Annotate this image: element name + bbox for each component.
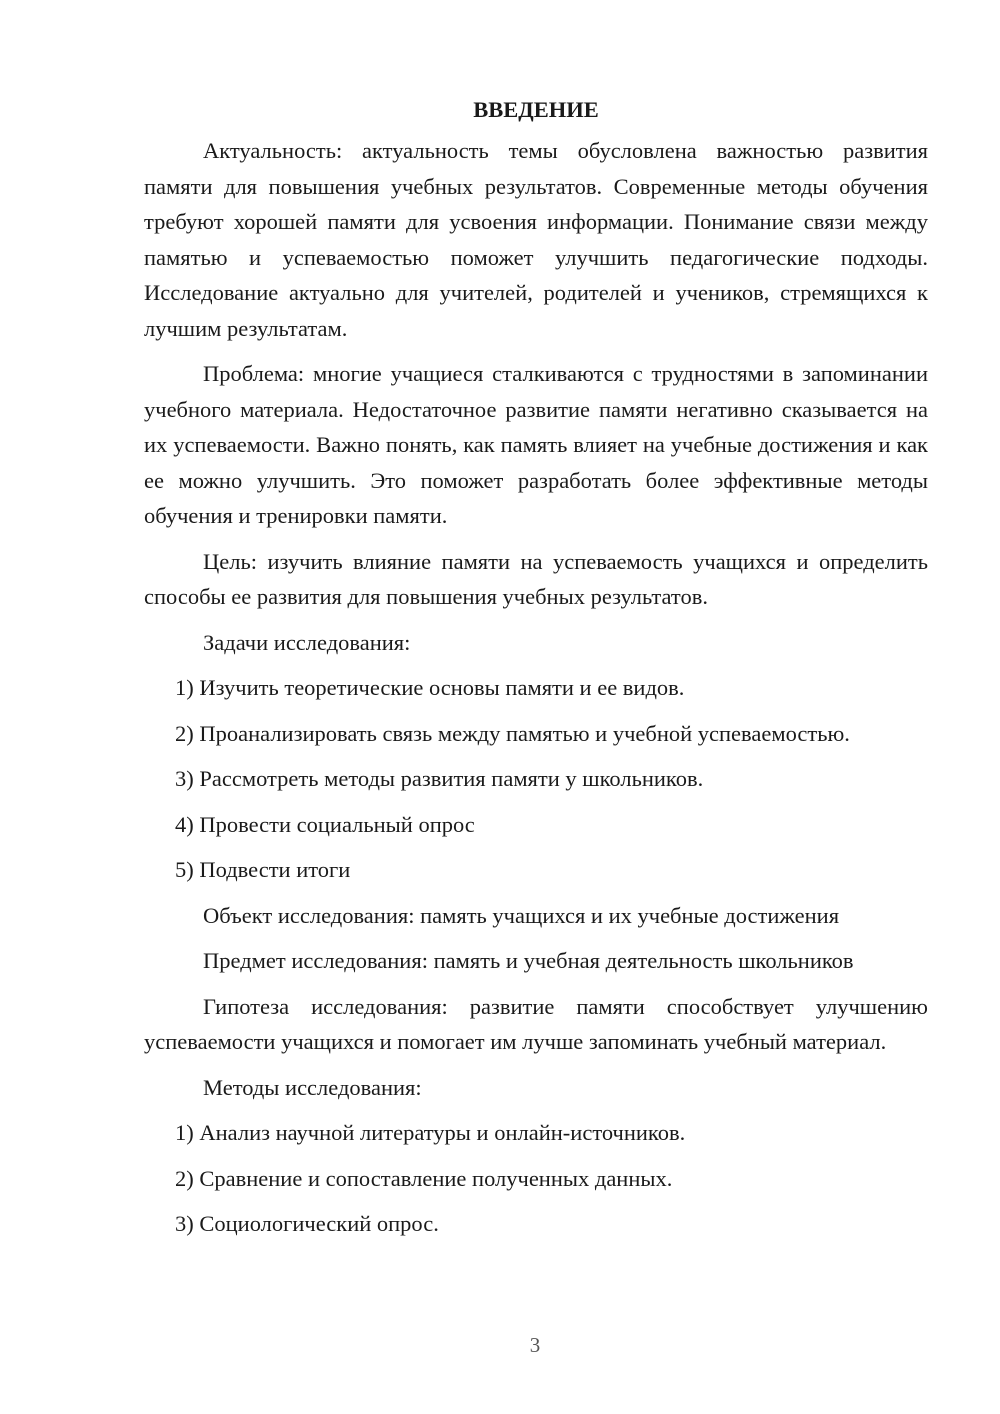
method-item-1: 1) Анализ научной литературы и онлайн-источников. bbox=[175, 1120, 686, 1145]
hypothesis-paragraph: Гипотеза исследования: развитие памяти способствует улучшению успеваемости учащихся и помогает им лучше запоминать учебный материал. bbox=[144, 993, 928, 1054]
tasks-heading: Задачи исследования: bbox=[203, 629, 411, 655]
method-item-2: 2) Сравнение и сопоставление полученных данных. bbox=[175, 1165, 673, 1191]
page-number: 3 bbox=[529, 1333, 541, 1357]
object-paragraph: Объект исследования: память учащихся и их учебные достижения bbox=[203, 902, 840, 928]
task-item-1: 1) Изучить теоретические основы памяти и ее видов. bbox=[175, 675, 685, 700]
task-item-4: 4) Провести социальный опрос bbox=[175, 811, 475, 837]
task-item-5: 5) Подвести итоги bbox=[175, 857, 351, 882]
subject-paragraph: Предмет исследования: память и учебная деятельность школьников bbox=[203, 948, 854, 973]
problem-paragraph: Проблема: многие учащиеся сталкиваются с трудностями в запоминании учебного материала. Недостаточное развитие памяти негативно сказывается на их успеваемости. Важно понять, как память влияет на учебные достижения и как ее можно улучшить. Это поможет разработать более эффективные методы обучения и тренировки памяти. bbox=[144, 361, 928, 528]
method-item-3: 3) Социологический опрос. bbox=[175, 1211, 439, 1236]
task-item-3: 3) Рассмотреть методы развития памяти у школьников. bbox=[175, 766, 704, 791]
goal-paragraph: Цель: изучить влияние памяти на успеваемость учащихся и определить способы ее развития для повышения учебных результатов. bbox=[144, 548, 928, 609]
relevance-paragraph: Актуальность: актуальность темы обусловлена важностью развития памяти для повышения учебных результатов. Современные методы обучения требуют хорошей памяти для усвоения информации. Понимание связи между памятью и успеваемостью поможет улучшить педагогические подходы. Исследование актуально для учителей, родителей и учеников, стремящихся к лучшим результатам. bbox=[144, 138, 928, 341]
task-item-2: 2) Проанализировать связь между памятью и учебной успеваемостью. bbox=[175, 720, 850, 746]
page-title: ВВЕДЕНИЕ bbox=[473, 97, 599, 122]
methods-heading: Методы исследования: bbox=[203, 1074, 422, 1100]
document-page bbox=[144, 92, 928, 1252]
